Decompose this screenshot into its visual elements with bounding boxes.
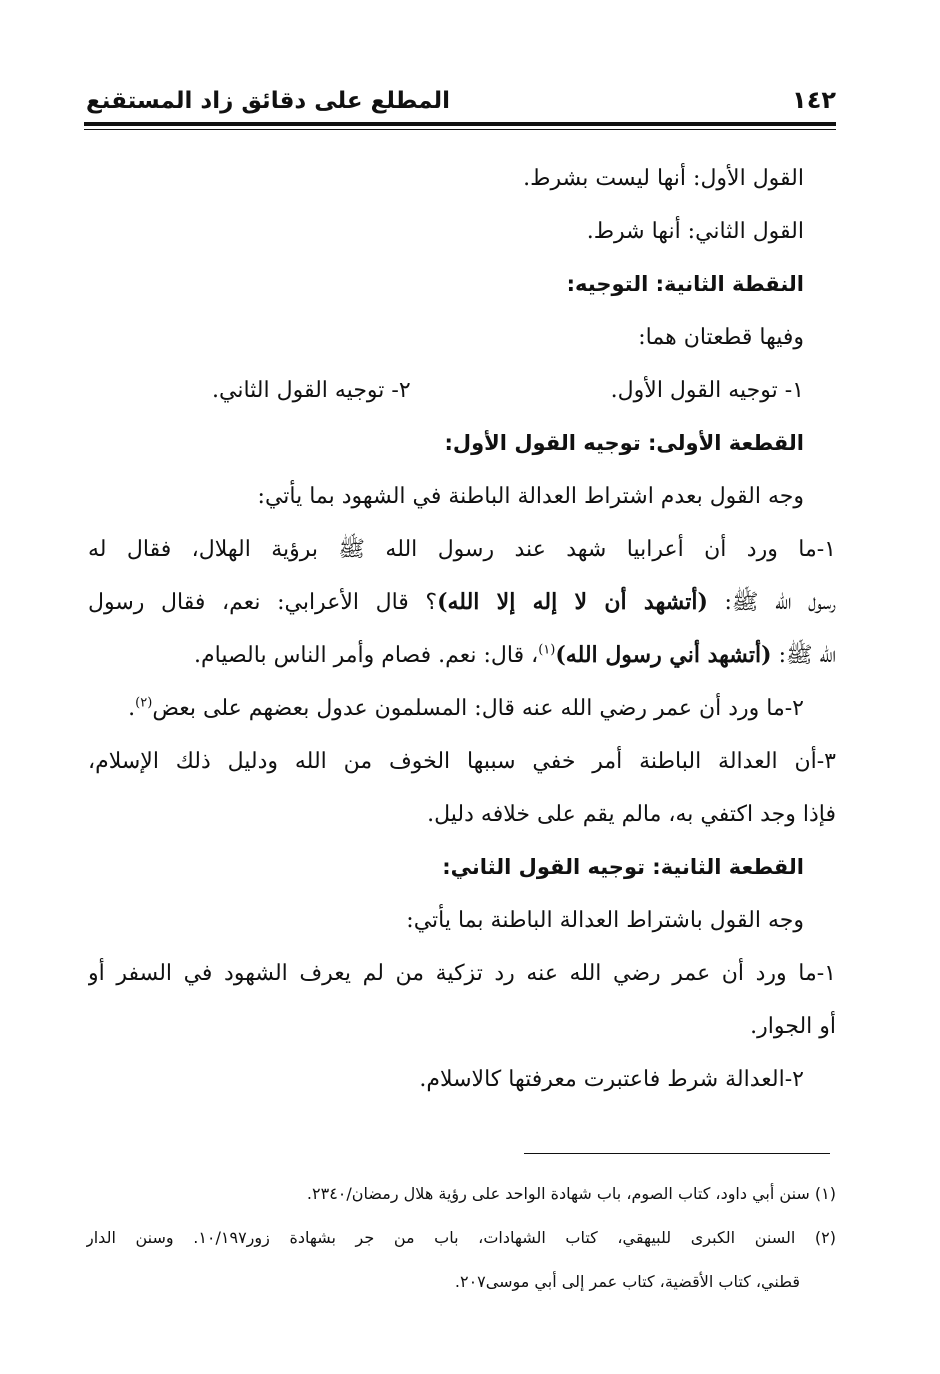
paragraph-line: فإذا وجد اكتفي به، مالم يقم على خلافه دليل. [427, 802, 836, 827]
numbered-pair [88, 364, 804, 417]
book-title: المطلع على دقائق زاد المستقنع [86, 88, 451, 114]
section-heading: القطعة الثانية: توجيه القول الثاني: [442, 855, 804, 879]
paragraph-line [88, 629, 836, 682]
text-run: ، قال: نعم. فصام وأمر الناس بالصيام. [194, 643, 539, 668]
paragraph-line: وجه القول باشتراط العدالة الباطنة بما يأتي: [406, 908, 804, 933]
paragraph-line [88, 576, 836, 629]
paragraph-line: أو الجوار. [750, 1014, 836, 1039]
section-heading: القطعة الأولى: توجيه القول الأول: [444, 431, 804, 455]
footnote-separator [524, 1153, 830, 1154]
paragraph-line: وفيها قطعتان هما: [638, 325, 804, 350]
main-text [88, 152, 836, 1106]
hadith-quote: (أتشهد أني رسول الله) [555, 642, 772, 668]
section-heading: النقطة الثانية: التوجيه: [566, 272, 804, 296]
paragraph-line: ٣-أن العدالة الباطنة أمر خفي سببها الخوف من الله ودليل ذلك الإسلام، [88, 749, 836, 774]
paragraph-line: القول الثاني: أنها شرط. [586, 219, 804, 244]
paragraph-line: ٢-العدالة شرط فاعتبرت معرفتها كالاسلام. [419, 1067, 804, 1092]
paragraph-line: وجه القول بعدم اشتراط العدالة الباطنة في الشهود بما يأتي: [257, 484, 804, 509]
header-rule-thick [84, 122, 836, 126]
page-number: ١٤٢ [792, 86, 836, 114]
text-run: ؟ قال الأعرابي: نعم، فقال رسول [88, 590, 438, 615]
list-item: ٢- توجيه القول الثاني. [212, 378, 411, 403]
list-item: ١- توجيه القول الأول. [610, 378, 804, 403]
footnote-ref: (٢) [135, 695, 153, 711]
footnote: (١) سنن أبي داود، كتاب الصوم، باب شهادة الواحد على رؤية هلال رمضان/٢٣٤٠. [306, 1184, 836, 1203]
text-run: . [128, 696, 136, 721]
running-header [86, 82, 836, 122]
text-run: الله ﷺ: [771, 643, 836, 668]
paragraph-line: ١-ما ورد أن أعرابيا شهد عند رسول الله ﷺ برؤية الهلال، فقال له [88, 537, 836, 562]
paragraph-line: ١-ما ورد أن عمر رضي الله عنه رد تزكية من لم يعرف الشهود في السفر أو [88, 961, 836, 986]
footnote-ref: (١) [538, 642, 556, 658]
footnote: (٢) السنن الكبرى للبيهقي، كتاب الشهادات، باب من جر بشهادة زور١٠/١٩٧. وسنن الدار [86, 1228, 836, 1247]
hadith-quote: (أتشهد أن لا إله إلا الله) [437, 589, 708, 615]
footnotes [86, 1172, 836, 1304]
footnote-continuation: قطني، كتاب الأقضية، كتاب عمر إلى أبي موسى٢٠٧. [454, 1272, 800, 1291]
header-rule-thin [84, 129, 836, 130]
text-run: رسول الله ﷺ: [707, 590, 836, 615]
paragraph-line: القول الأول: أنها ليست بشرط. [523, 166, 804, 191]
text-run: ٢-ما ورد أن عمر رضي الله عنه قال: المسلمون عدول بعضهم على بعض [152, 696, 804, 721]
paragraph-line [88, 682, 804, 735]
